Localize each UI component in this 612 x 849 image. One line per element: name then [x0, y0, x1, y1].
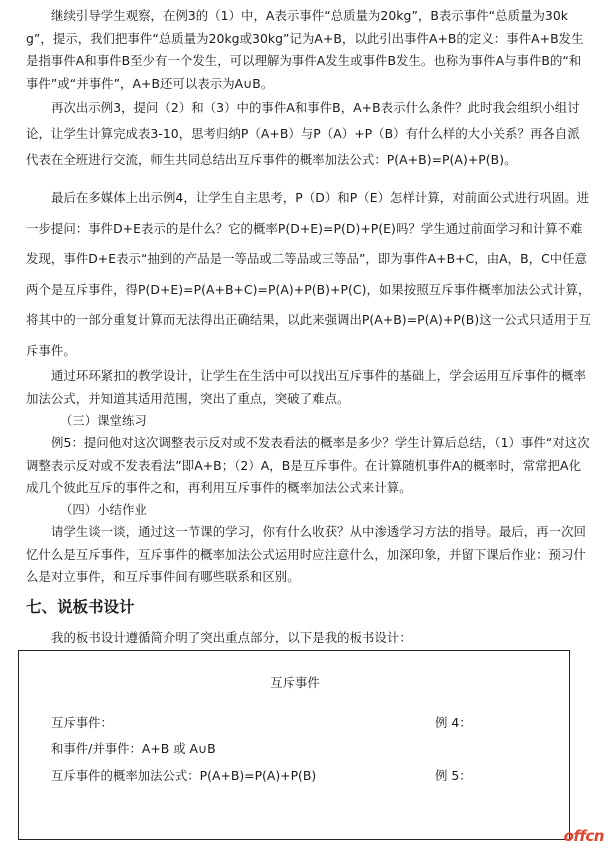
- board-example-4-label: 例 4：: [435, 715, 472, 730]
- board-title: 互斥事件: [270, 675, 320, 690]
- paragraph-board-intro: 我的板书设计遵循简介明了突出重点部分，以下是我的板书设计：: [51, 630, 412, 645]
- paragraph-event-sum-definition: 继续引导学生观察，在例3的（1）中，A表示事件“总质量为20kg”，B表示事件“总质量为30kg”，提示，我们把事件“总质量为20kg或30kg”记为A+B，以此引出事件A+B的定义：事件A+B发生是指事件A和事件B至少有一个发生，可以理解为事件A发生或事件B发生。也称为事件A与事件B的“和事件”或“并事件”，A+B还可以表示为A∪B。: [26, 8, 584, 92]
- subheading-summary-homework: （四）小结作业: [60, 502, 147, 517]
- paragraph-teaching-design: 通过环环紧扣的教学设计，让学生在生活中可以找出互斥事件的基础上，学会运用互斥事件的概率加法公式，并知道其适用范围，突出了重点，突破了难点。: [26, 368, 586, 406]
- board-definition-label: 互斥事件：: [51, 715, 113, 730]
- board-addition-formula: 互斥事件的概率加法公式：P(A+B)=P(A)+P(B): [51, 768, 317, 783]
- paragraph-example-5: 例5：提问他对这次调整表示反对或不发表看法的概率是多少？学生计算后总结，（1）事件“对这次调整表示反对或不发表看法”即A+B；（2）A，B是互斥事件。在计算随机事件A的概率时，常常把A化成几个彼此互斥的事件之和，再利用互斥事件的概率加法公式来计算。: [26, 435, 590, 495]
- paragraph-example-4: 最后在多媒体上出示例4，让学生自主思考，P（D）和P（E）怎样计算，对前面公式进行巩固。进一步提问：事件D+E表示的是什么？它的概率P(D+E)=P(D)+P(E)吗？学生通过前面学习和计算不难发现，事件D+E表示“抽到的产品是一等品或二等品或三等品”，即为事件A+B+C，由A，B，C中任意两个是互斥事件，得P(D+E)=P(A+B+C)=P(A)+P(B)+P(C)，如果按照互斥事件概率加法公式计算，将其中的一部分重复计算而无法得出正确结果，以此来强调出P(A+B)=P(A)+P(B)这一公式只适用于互斥事件。: [26, 190, 592, 358]
- paragraph-summary: 请学生谈一谈，通过这一节课的学习，你有什么收获？从中渗透学习方法的指导。最后，再一次回忆什么是互斥事件，互斥事件的概率加法公式运用时应注意什么，加深印象，并留下课后作业：预习什么是对立事件，和互斥事件间有哪些联系和区别。: [26, 524, 586, 584]
- board-union-label: 和事件/并事件：A+B 或 A∪B: [51, 741, 216, 756]
- subheading-class-practice: （三）课堂练习: [60, 413, 147, 428]
- section-heading-board-design: 七、说板书设计: [26, 598, 135, 616]
- paragraph-addition-formula: 再次出示例3，提问（2）和（3）中的事件A和事件B，A+B表示什么条件？此时我会组织小组讨论，让学生计算完成表3-10，思考归纳P（A+B）与P（A）+P（B）有什么样的大小关系？再各自派代表在全班进行交流，师生共同总结出互斥事件的概率加法公式：P(A+B)=P(A)+P(B)。: [26, 100, 580, 167]
- board-design-box: [18, 650, 570, 840]
- offcn-watermark-logo: offcn: [563, 827, 604, 845]
- board-example-5-label: 例 5：: [435, 768, 472, 783]
